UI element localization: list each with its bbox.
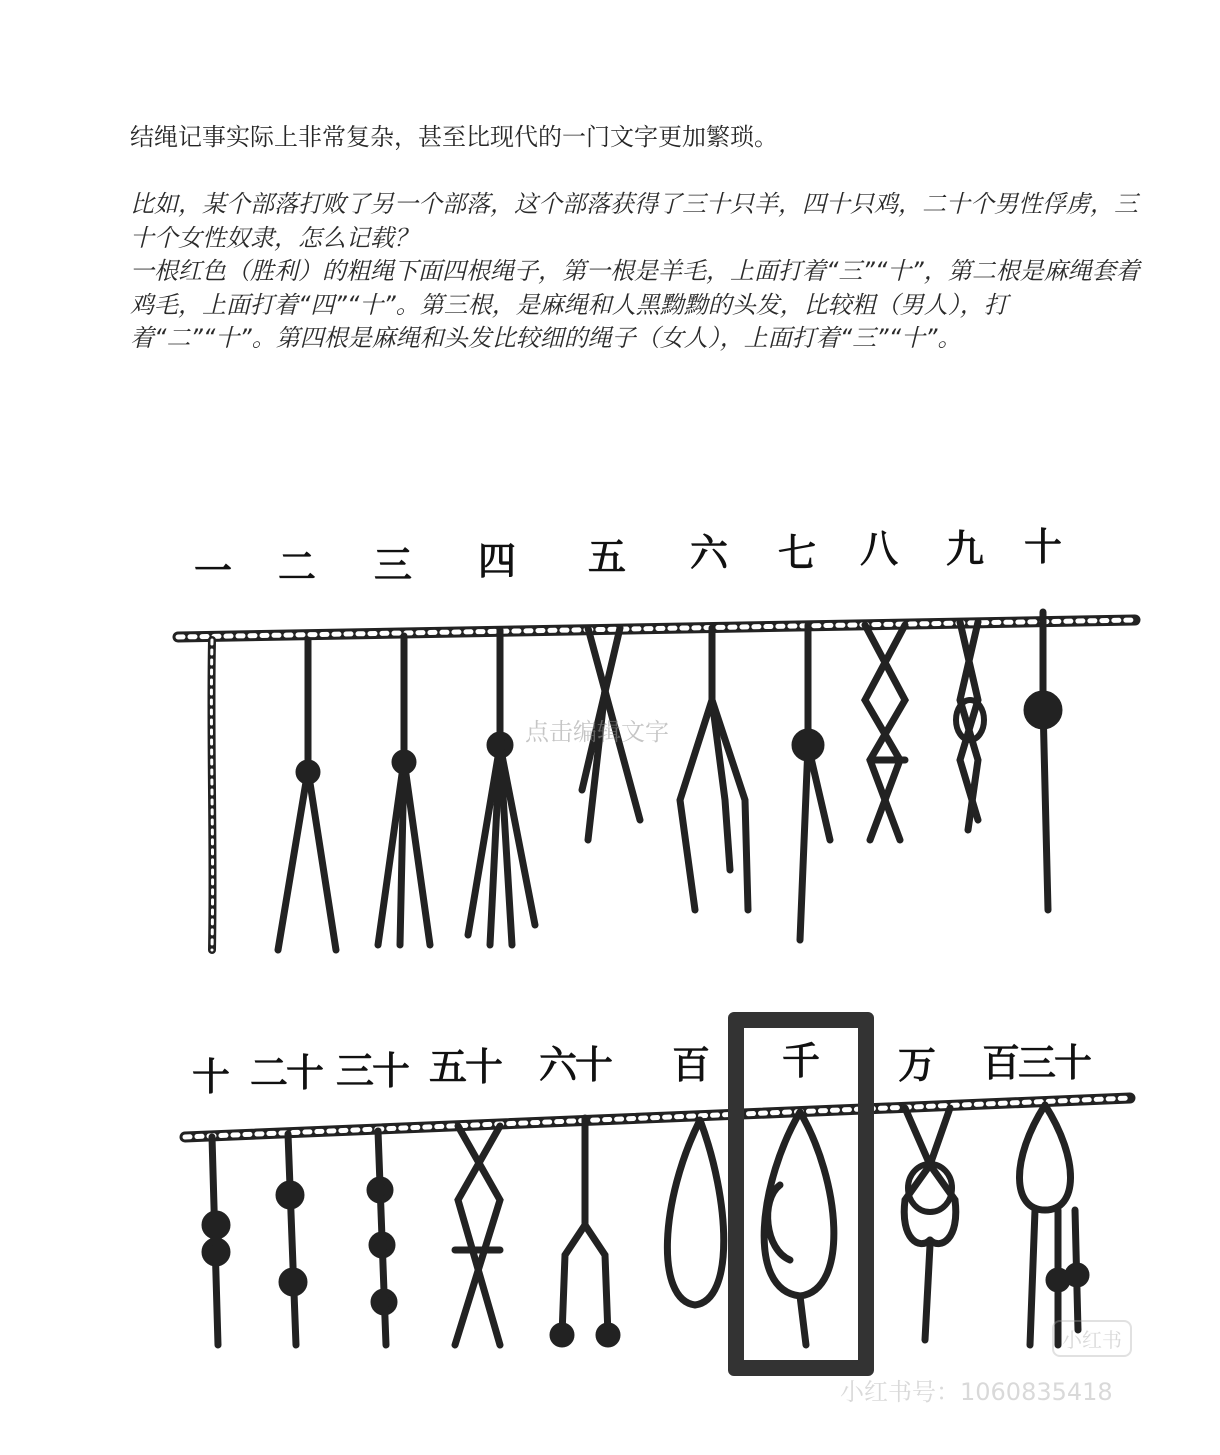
example-question: 比如，某个部落打败了另一个部落，这个部落获得了三十只羊，四十只鸡，二十个男性俘虏，三十个女性奴隶，怎么记载？ [130,190,1138,252]
example-answer: 一根红色（胜利）的粗绳下面四根绳子，第一根是羊毛，上面打着“三”“十”，第二根是麻绳套着鸡毛，上面打着“四”“十”。第三根，是麻绳和人黑黝黝的头发，比较粗（男人），打着“二”“十”。第四根是麻绳和头发比较细的绳子（女人），上面打着“三”“十”。 [130,257,1140,352]
numeral-label: 八 [859,526,897,571]
knot-ten-row2 [205,1137,227,1345]
knot-hundred [667,1120,723,1305]
numeral-label: 七 [777,530,815,575]
knot-ten [1027,612,1059,910]
numeral-label: 一 [193,548,231,593]
row2-main-cord [185,1098,1130,1137]
numeral-label: 百 [671,1042,709,1087]
watermark-logo: 小红书 [1052,1320,1132,1357]
numeral-label: 十 [1023,524,1061,569]
knot-nine [956,622,984,830]
numeral-label: 千 [781,1038,819,1083]
numeral-label: 三 [373,542,411,587]
edit-text-overlay[interactable]: 点击编辑文字 [525,718,669,746]
numeral-label: 三十 [335,1048,409,1093]
knot-four [468,630,535,945]
watermark-id: 小红书号：1060835418 [840,1378,1113,1406]
knot-seven [795,625,830,940]
knot-three [378,636,430,945]
knot-eight [865,625,905,840]
knot-sixty [553,1118,617,1344]
knot-six [680,628,748,910]
thousand-highlight-box [728,1012,874,1376]
lead-paragraph: 结绳记事实际上非常复杂，甚至比现代的一门文字更加繁琐。 [130,123,778,151]
numeral-label: 万 [897,1042,935,1087]
knot-fifty [455,1126,500,1345]
knot-thirty [370,1131,394,1345]
knot-two [278,640,336,950]
knot-one [211,640,212,950]
numeral-label: 四 [477,538,515,583]
numeral-label: 六十 [538,1042,612,1087]
knot-ten-thousand [904,1108,956,1340]
numeral-label: 百三十 [981,1040,1091,1085]
numeral-label: 二 [277,544,315,589]
numeral-label: 十 [191,1054,229,1099]
numeral-label: 五 [587,534,625,579]
row1-main-cord [178,620,1135,637]
numeral-label: 五十 [428,1044,502,1089]
numeral-label: 九 [945,526,983,571]
numeral-label: 六 [689,530,727,575]
numeral-label: 二十 [249,1050,323,1095]
knot-twenty [279,1134,304,1345]
knot-hundred-thirty [1019,1105,1086,1345]
